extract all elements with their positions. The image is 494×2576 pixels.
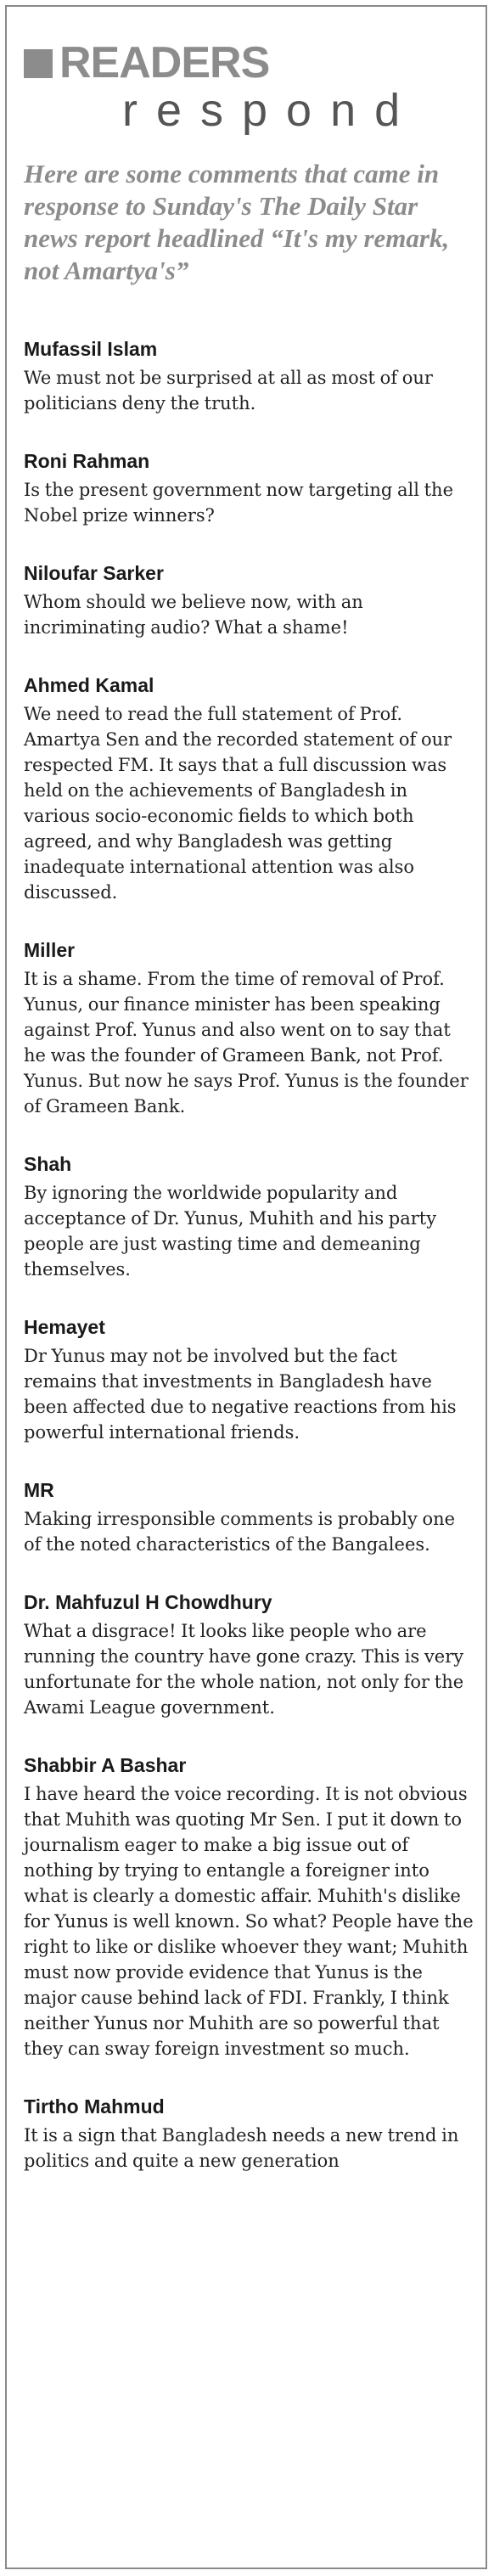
comment-author: Hemayet — [24, 1316, 105, 1338]
comment — [24, 448, 474, 528]
masthead-square-icon — [24, 49, 53, 78]
comment-author: Ahmed Kamal — [24, 674, 154, 696]
comment-author: Tirtho Mahmud — [24, 2095, 165, 2118]
readers-respond-box — [5, 5, 487, 2569]
comment-text: What a disgrace! It looks like people who are running the country have gone crazy. This is very unfortunate for the whole nation, not only for the Awami League government. — [24, 1621, 464, 1718]
comment — [24, 672, 474, 905]
comment-text: It is a sign that Bangladesh needs a new trend in politics and quite a new generation — [24, 2125, 459, 2171]
comment-author: Roni Rahman — [24, 450, 150, 472]
comment-text: Is the present government now targeting all the Nobel prize winners? — [24, 480, 453, 526]
comment — [24, 1477, 474, 1557]
comment — [24, 336, 474, 416]
comments-list — [24, 336, 474, 2206]
comment-text: Making irresponsible comments is probably one of the noted characteristics of the Bangalees. — [24, 1509, 456, 1555]
comment-text: By ignoring the worldwide popularity and acceptance of Dr. Yunus, Muhith and his party people are just wasting time and demeaning themselves. — [24, 1183, 437, 1280]
masthead — [7, 7, 486, 143]
comment-author: Miller — [24, 939, 76, 961]
comment-author: Shah — [24, 1153, 72, 1175]
comment-author: Mufassil Islam — [24, 338, 158, 360]
masthead-title: READERS — [59, 38, 270, 87]
comment-text: Dr Yunus may not be involved but the fact remains that investments in Bangladesh have been affected due to negative reactions from his powerful international friends. — [24, 1346, 457, 1443]
comment — [24, 937, 474, 1119]
comment — [24, 560, 474, 640]
comment — [24, 1589, 474, 1720]
comment-author: Dr. Mahfuzul H Chowdhury — [24, 1591, 272, 1613]
comment-text: It is a shame. From the time of removal of Prof. Yunus, our finance minister has been speaking against Prof. Yunus and also went on to say that he was the founder of Grameen Bank, not Prof. Yunus. But now he says Prof. Yunus is the founder of Grameen Bank. — [24, 969, 469, 1116]
comment-author: Shabbir A Bashar — [24, 1754, 187, 1776]
comment — [24, 1752, 474, 2061]
comment-author: MR — [24, 1479, 54, 1501]
comment — [24, 1314, 474, 1445]
comment-author: Niloufar Sarker — [24, 562, 164, 584]
comment-text: We must not be surprised at all as most of our politicians deny the truth. — [24, 368, 433, 413]
intro-text: Here are some comments that came in response to Sunday's The Daily Star news report headlined “It's my remark, not Amartya's” — [24, 159, 450, 285]
comment — [24, 2094, 474, 2174]
masthead-subtitle: respond — [122, 85, 419, 136]
comment — [24, 1151, 474, 1282]
comment-text: We need to read the full statement of Prof. Amartya Sen and the recorded statement of our respected FM. It says that a full discussion was held on the achievements of Bangladesh in various socio-economic fields to which both agreed, and why Bangladesh was getting inadequate international attention was also discussed. — [24, 704, 452, 903]
comment-text: Whom should we believe now, with an incriminating audio? What a shame! — [24, 592, 363, 638]
comment-text: I have heard the voice recording. It is not obvious that Muhith was quoting Mr Sen. I put it down to journalism eager to make a big issue out of nothing by trying to entangle a foreigner into what is clearly a domestic affair. Muhith's dislike for Yunus is well known. So what? People have the right to like or dislike whoever they want; Muhith must now provide evidence that Yunus is the major cause behind lack of FDI. Frankly, I think neither Yunus nor Muhith are so powerful that they can sway foreign investment so much. — [24, 1784, 474, 2059]
